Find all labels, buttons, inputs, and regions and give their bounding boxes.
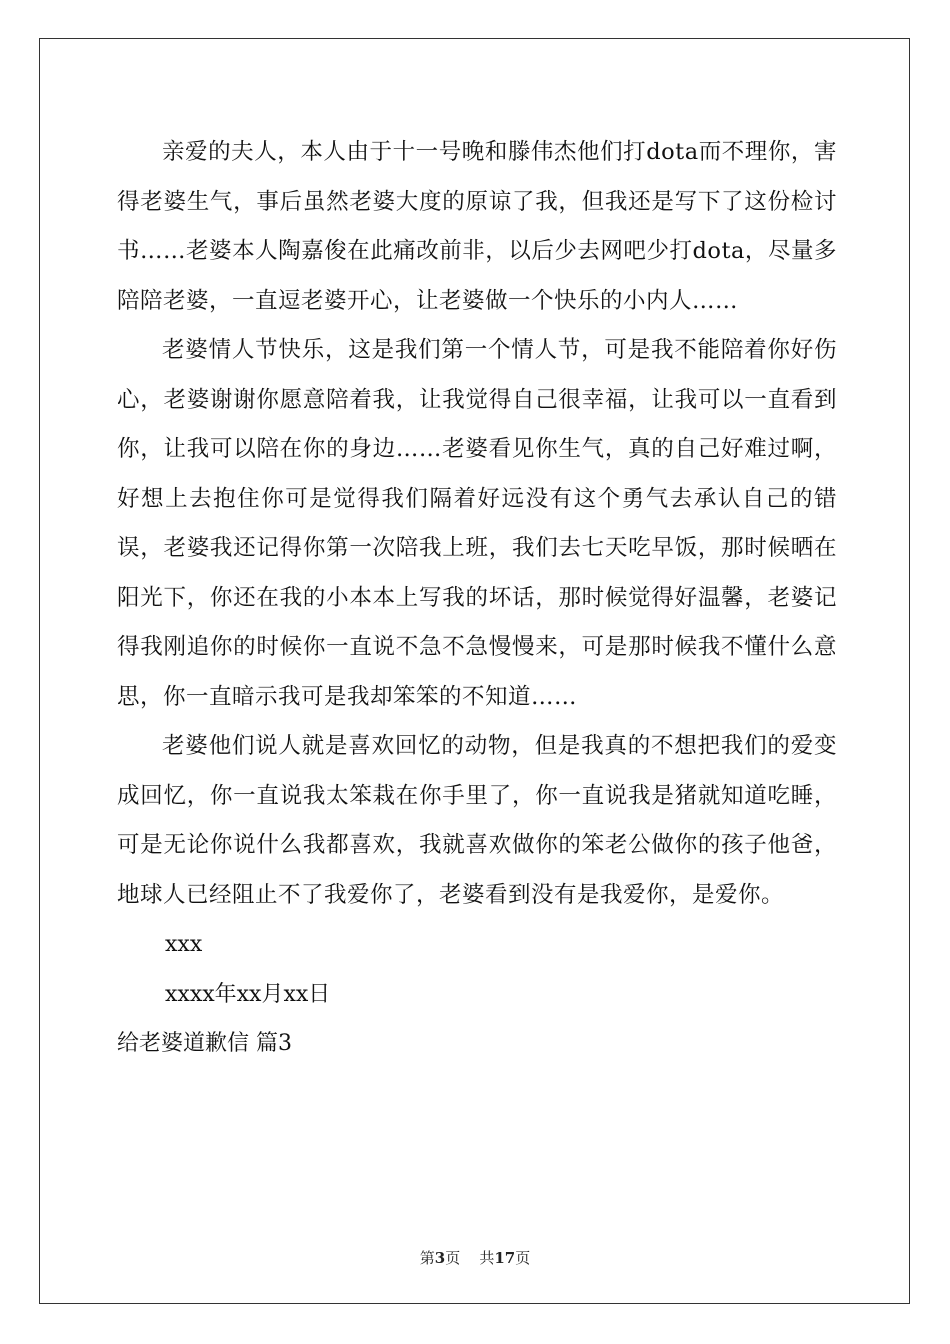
date-line: xxxx年xx月xx日 xyxy=(165,981,331,1007)
section-heading: 给老婆道歉信 篇3 xyxy=(117,1031,292,1056)
document-body xyxy=(117,128,837,1069)
page-footer xyxy=(0,1247,950,1268)
page-number: 3 xyxy=(434,1249,446,1267)
paragraph-3: 老婆他们说人就是喜欢回忆的动物，但是我真的不想把我们的爱变成回忆，你一直说我太笨栽在你手里了，你一直说我是猪就知道吃睡，可是无论你说什么我都喜欢，我就喜欢做你的笨老公做你的孩子他爸，地球人已经阻止不了我爱你了，老婆看到没有是我爱你，是爱你。 xyxy=(117,733,837,908)
total-prefix: 共 xyxy=(479,1249,495,1267)
total-suffix: 页 xyxy=(515,1249,531,1267)
page-prefix: 第 xyxy=(419,1249,435,1267)
total-pages: 17 xyxy=(494,1249,516,1267)
page-suffix: 页 xyxy=(445,1249,461,1267)
signature: xxx xyxy=(165,932,203,957)
paragraph-2: 老婆情人节快乐，这是我们第一个情人节，可是我不能陪着你好伤心，老婆谢谢你愿意陪着我，让我觉得自己很幸福，让我可以一直看到你，让我可以陪在你的身边……老婆看见你生气，真的自己好难过啊，好想上去抱住你可是觉得我们隔着好远没有这个勇气去承认自己的错误，老婆我还记得你第一次陪我上班，我们去七天吃早饭，那时候晒在阳光下，你还在我的小本本上写我的坏话，那时候觉得好温馨，老婆记得我刚追你的时候你一直说不急不急慢慢来，可是那时候我不懂什么意思，你一直暗示我可是我却笨笨的不知道…… xyxy=(117,337,837,710)
paragraph-1: 亲爱的夫人，本人由于十一号晚和滕伟杰他们打dota而不理你，害得老婆生气，事后虽然老婆大度的原谅了我，但我还是写下了这份检讨书……老婆本人陶嘉俊在此痛改前非，以后少去网吧少打dota，尽量多陪陪老婆，一直逗老婆开心，让老婆做一个快乐的小内人…… xyxy=(117,139,837,314)
